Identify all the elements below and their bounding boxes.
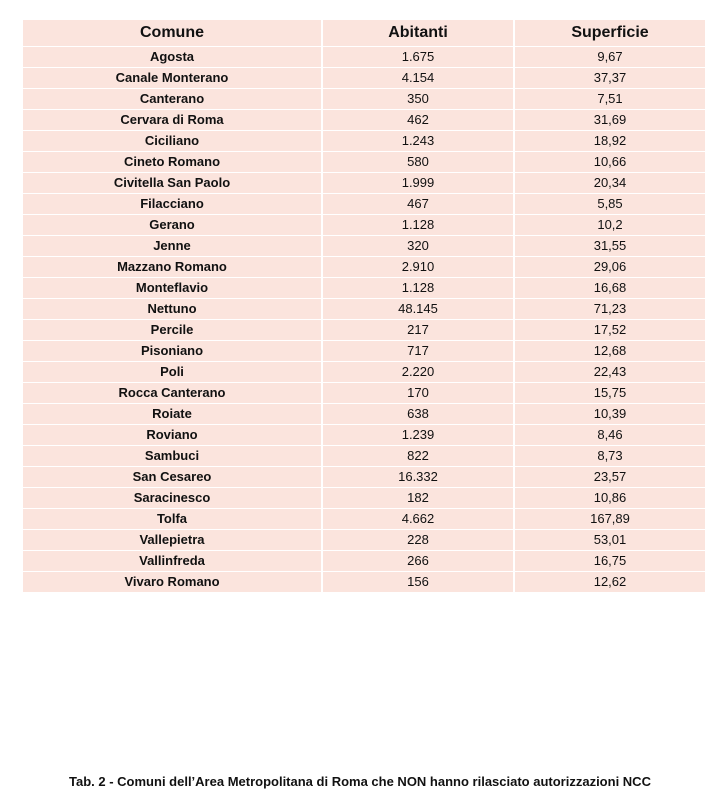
cell-comune: Monteflavio bbox=[23, 278, 321, 299]
cell-superficie: 18,92 bbox=[515, 131, 705, 152]
cell-comune: Vivaro Romano bbox=[23, 572, 321, 593]
cell-comune: Saracinesco bbox=[23, 488, 321, 509]
cell-comune: Percile bbox=[23, 320, 321, 341]
table-row bbox=[23, 194, 705, 215]
cell-comune: Agosta bbox=[23, 47, 321, 68]
cell-comune: Rocca Canterano bbox=[23, 383, 321, 404]
cell-abitanti: 156 bbox=[323, 572, 513, 593]
cell-comune: Vallepietra bbox=[23, 530, 321, 551]
cell-comune: Pisoniano bbox=[23, 341, 321, 362]
table-row bbox=[23, 299, 705, 320]
table-row bbox=[23, 446, 705, 467]
header-abitanti: Abitanti bbox=[323, 20, 513, 47]
table-header bbox=[23, 20, 705, 47]
table-row bbox=[23, 404, 705, 425]
cell-superficie: 8,73 bbox=[515, 446, 705, 467]
table-row bbox=[23, 551, 705, 572]
table-row bbox=[23, 341, 705, 362]
table-row bbox=[23, 236, 705, 257]
cell-abitanti: 822 bbox=[323, 446, 513, 467]
table-row bbox=[23, 173, 705, 194]
cell-superficie: 16,68 bbox=[515, 278, 705, 299]
table-row bbox=[23, 47, 705, 68]
cell-abitanti: 182 bbox=[323, 488, 513, 509]
cell-superficie: 9,67 bbox=[515, 47, 705, 68]
cell-comune: Tolfa bbox=[23, 509, 321, 530]
cell-comune: Canterano bbox=[23, 89, 321, 110]
cell-superficie: 167,89 bbox=[515, 509, 705, 530]
cell-abitanti: 462 bbox=[323, 110, 513, 131]
table-row bbox=[23, 509, 705, 530]
cell-superficie: 23,57 bbox=[515, 467, 705, 488]
table-row bbox=[23, 68, 705, 89]
table-row bbox=[23, 278, 705, 299]
table-row bbox=[23, 89, 705, 110]
cell-abitanti: 228 bbox=[323, 530, 513, 551]
cell-comune: Filacciano bbox=[23, 194, 321, 215]
cell-abitanti: 16.332 bbox=[323, 467, 513, 488]
cell-comune: Jenne bbox=[23, 236, 321, 257]
table-row bbox=[23, 320, 705, 341]
cell-comune: Sambuci bbox=[23, 446, 321, 467]
table-row bbox=[23, 530, 705, 551]
cell-comune: Poli bbox=[23, 362, 321, 383]
table-row bbox=[23, 467, 705, 488]
cell-superficie: 12,62 bbox=[515, 572, 705, 593]
cell-comune: Mazzano Romano bbox=[23, 257, 321, 278]
cell-abitanti: 1.128 bbox=[323, 215, 513, 236]
cell-abitanti: 2.910 bbox=[323, 257, 513, 278]
cell-superficie: 31,69 bbox=[515, 110, 705, 131]
table-row bbox=[23, 488, 705, 509]
cell-comune: Nettuno bbox=[23, 299, 321, 320]
cell-superficie: 17,52 bbox=[515, 320, 705, 341]
cell-superficie: 31,55 bbox=[515, 236, 705, 257]
cell-abitanti: 1.239 bbox=[323, 425, 513, 446]
cell-superficie: 71,23 bbox=[515, 299, 705, 320]
cell-superficie: 16,75 bbox=[515, 551, 705, 572]
cell-comune: Roviano bbox=[23, 425, 321, 446]
cell-abitanti: 717 bbox=[323, 341, 513, 362]
cell-abitanti: 1.128 bbox=[323, 278, 513, 299]
cell-superficie: 10,2 bbox=[515, 215, 705, 236]
cell-abitanti: 580 bbox=[323, 152, 513, 173]
cell-superficie: 29,06 bbox=[515, 257, 705, 278]
cell-superficie: 53,01 bbox=[515, 530, 705, 551]
cell-superficie: 15,75 bbox=[515, 383, 705, 404]
table-body bbox=[23, 47, 705, 593]
cell-abitanti: 170 bbox=[323, 383, 513, 404]
table-row bbox=[23, 215, 705, 236]
cell-abitanti: 1.675 bbox=[323, 47, 513, 68]
table-row bbox=[23, 572, 705, 593]
cell-abitanti: 1.999 bbox=[323, 173, 513, 194]
cell-comune: Ciciliano bbox=[23, 131, 321, 152]
cell-superficie: 7,51 bbox=[515, 89, 705, 110]
cell-superficie: 22,43 bbox=[515, 362, 705, 383]
cell-superficie: 10,86 bbox=[515, 488, 705, 509]
comuni-table bbox=[21, 20, 707, 593]
header-row bbox=[23, 20, 705, 47]
cell-abitanti: 467 bbox=[323, 194, 513, 215]
table-caption: Tab. 2 - Comuni dell’Area Metropolitana di Roma che NON hanno rilasciato autorizzazioni NCC bbox=[69, 774, 651, 789]
table-row bbox=[23, 152, 705, 173]
cell-superficie: 5,85 bbox=[515, 194, 705, 215]
cell-comune: San Cesareo bbox=[23, 467, 321, 488]
cell-comune: Civitella San Paolo bbox=[23, 173, 321, 194]
cell-abitanti: 350 bbox=[323, 89, 513, 110]
cell-abitanti: 1.243 bbox=[323, 131, 513, 152]
cell-abitanti: 217 bbox=[323, 320, 513, 341]
header-comune: Comune bbox=[23, 20, 321, 47]
cell-comune: Canale Monterano bbox=[23, 68, 321, 89]
table-row bbox=[23, 425, 705, 446]
cell-superficie: 8,46 bbox=[515, 425, 705, 446]
cell-superficie: 12,68 bbox=[515, 341, 705, 362]
cell-comune: Gerano bbox=[23, 215, 321, 236]
cell-comune: Cervara di Roma bbox=[23, 110, 321, 131]
cell-superficie: 37,37 bbox=[515, 68, 705, 89]
cell-comune: Roiate bbox=[23, 404, 321, 425]
table-row bbox=[23, 110, 705, 131]
cell-abitanti: 266 bbox=[323, 551, 513, 572]
table-row bbox=[23, 383, 705, 404]
table-row bbox=[23, 257, 705, 278]
cell-superficie: 10,39 bbox=[515, 404, 705, 425]
cell-abitanti: 638 bbox=[323, 404, 513, 425]
table-row bbox=[23, 131, 705, 152]
cell-abitanti: 4.662 bbox=[323, 509, 513, 530]
cell-abitanti: 2.220 bbox=[323, 362, 513, 383]
cell-superficie: 20,34 bbox=[515, 173, 705, 194]
cell-comune: Cineto Romano bbox=[23, 152, 321, 173]
cell-superficie: 10,66 bbox=[515, 152, 705, 173]
cell-abitanti: 320 bbox=[323, 236, 513, 257]
cell-comune: Vallinfreda bbox=[23, 551, 321, 572]
header-superficie: Superficie bbox=[515, 20, 705, 47]
table-row bbox=[23, 362, 705, 383]
cell-abitanti: 4.154 bbox=[323, 68, 513, 89]
comuni-table-container bbox=[23, 20, 705, 593]
cell-abitanti: 48.145 bbox=[323, 299, 513, 320]
